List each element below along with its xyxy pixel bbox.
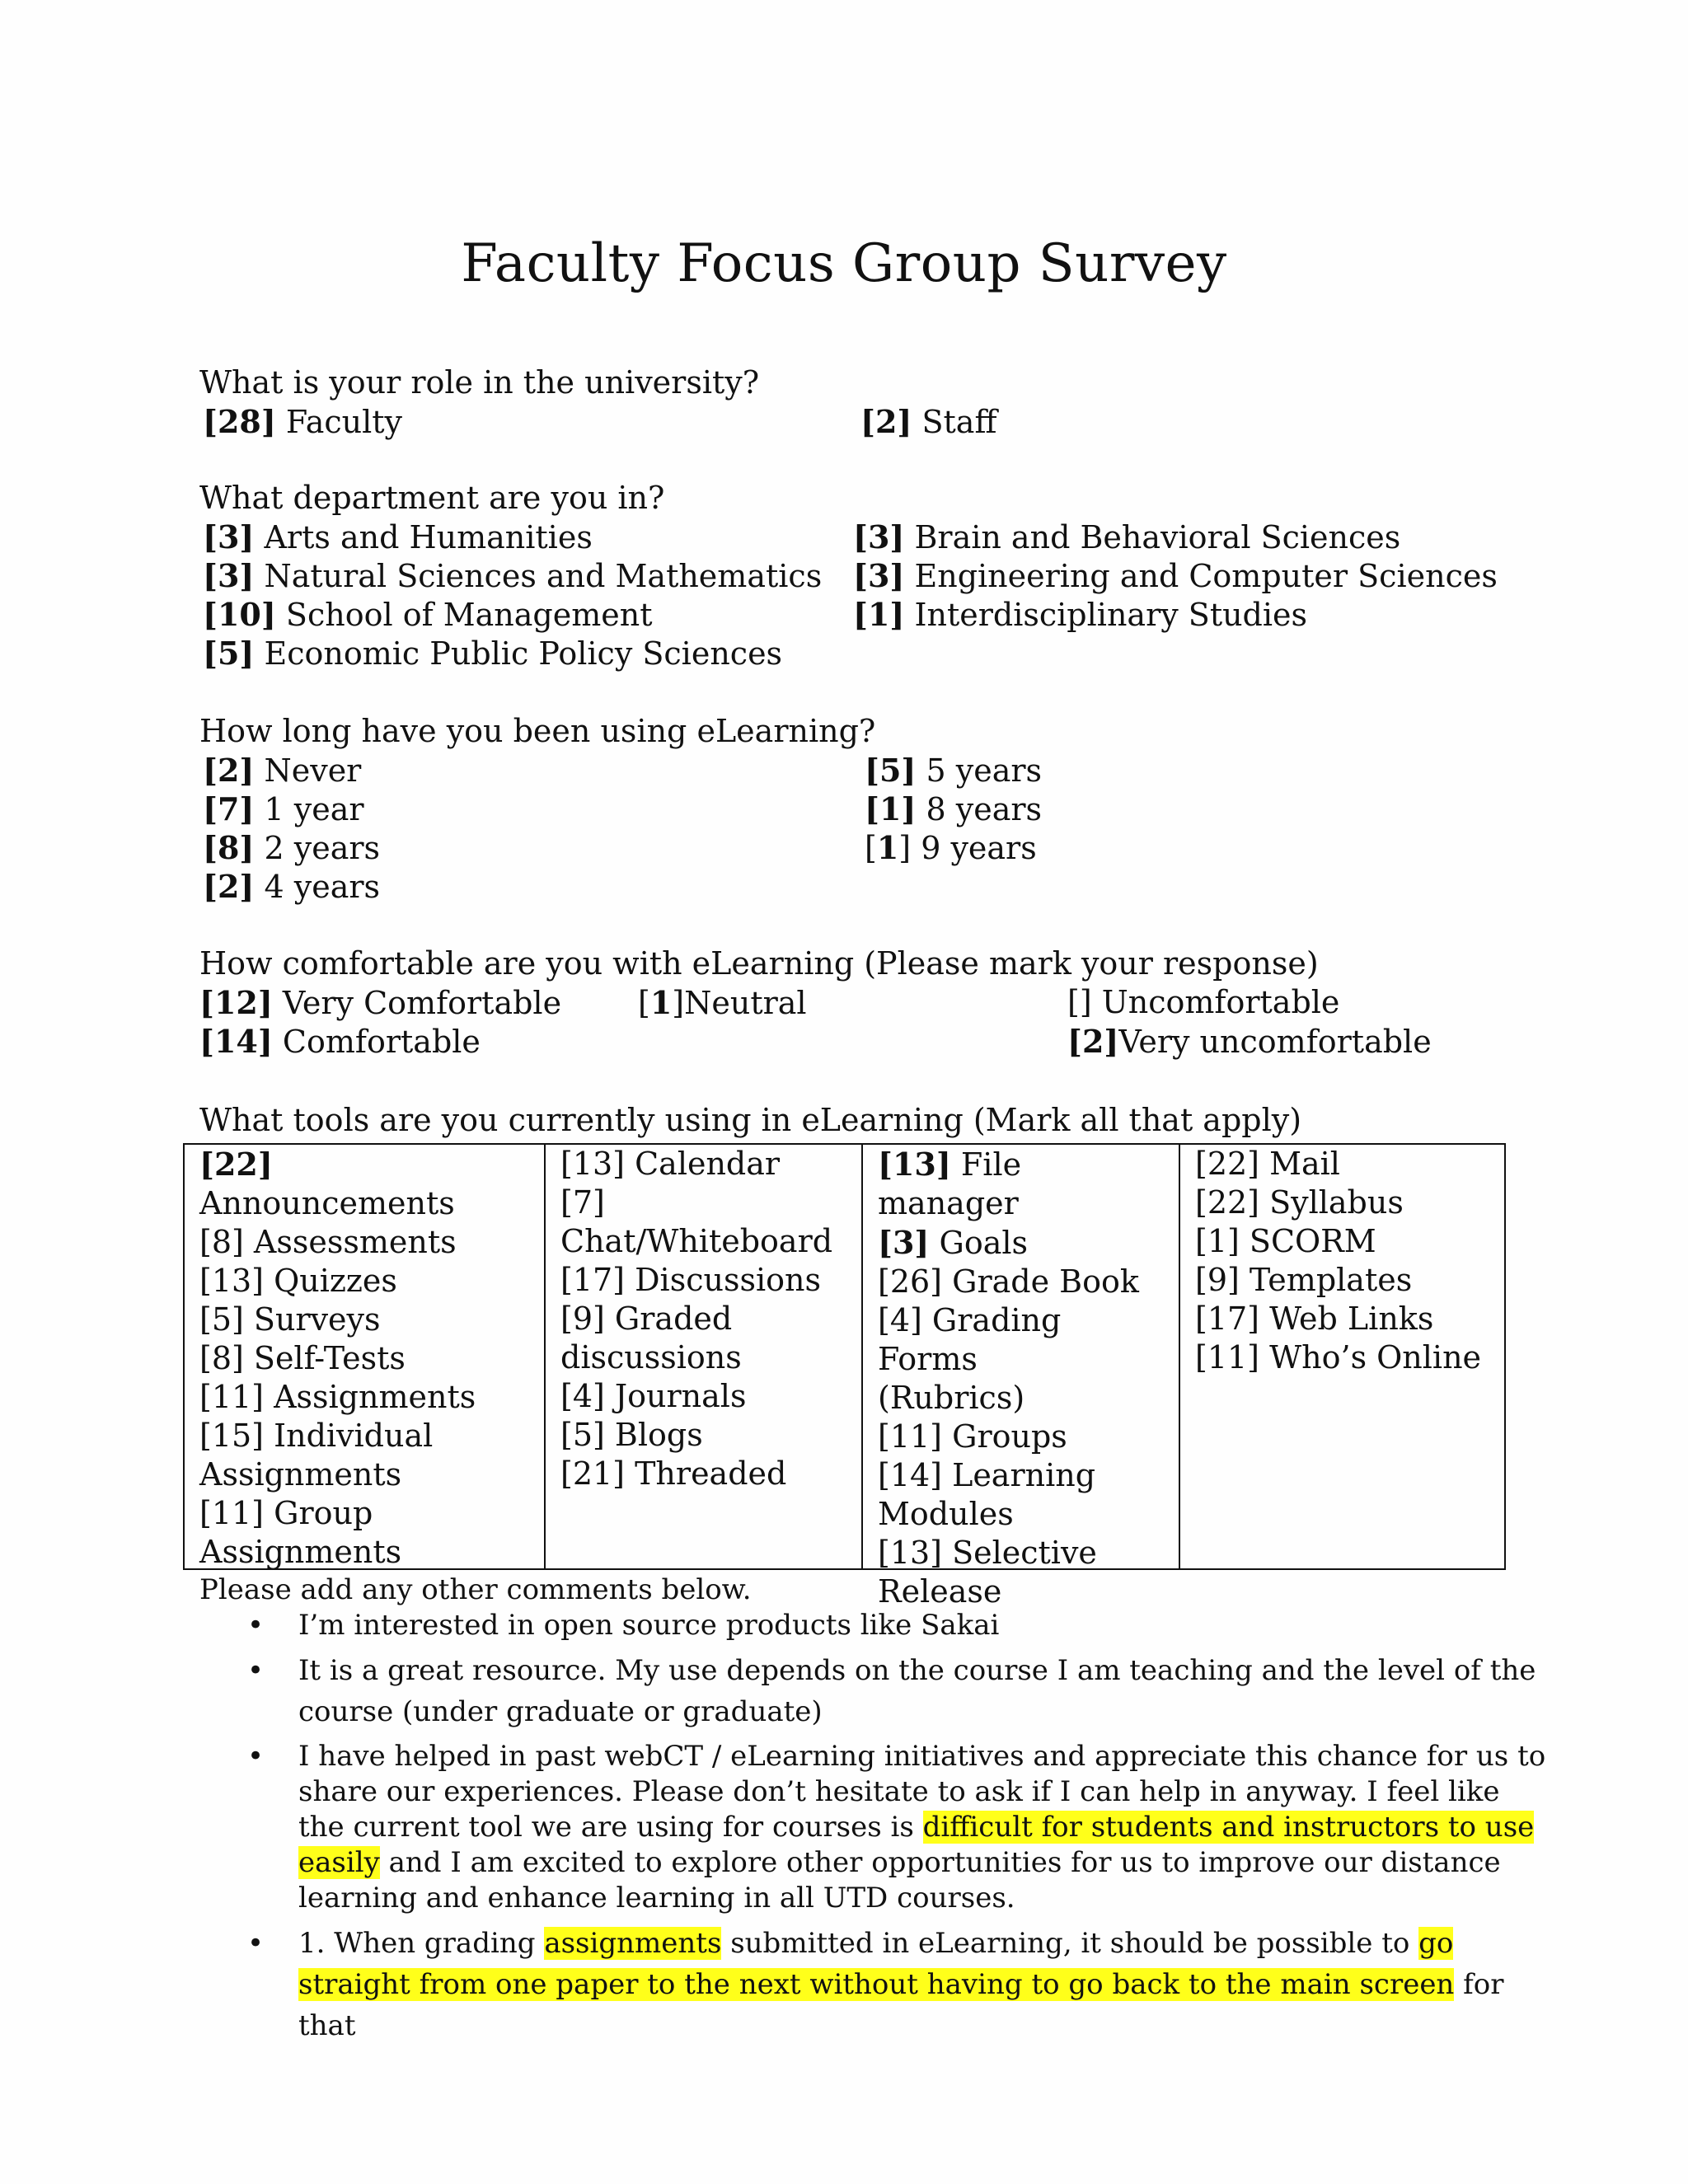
option-label: 1 year xyxy=(254,791,364,827)
comment-text: I’m interested in open source products like Sakai xyxy=(298,1609,1000,1642)
highlighted-text: go straight from one paper to the next without having to go back to the main screen xyxy=(298,1927,1455,2001)
tool-item: [11] Who’s Online xyxy=(1195,1339,1482,1376)
option-label: Comfortable xyxy=(272,1024,481,1060)
highlighted-text: difficult for students and instructors to use easily xyxy=(298,1811,1535,1879)
tool-item: [4] Grading Forms xyxy=(878,1302,1062,1377)
option-count: [2] xyxy=(203,868,255,905)
option-count: [3] xyxy=(853,518,905,555)
tool-item xyxy=(878,1145,1170,1223)
department-option xyxy=(853,556,1498,596)
option-label: Natural Sciences and Mathematics xyxy=(254,558,823,594)
tools-column xyxy=(1180,1145,1504,1568)
usage-option xyxy=(203,828,380,868)
tool-item: Assignments xyxy=(199,1534,402,1570)
option-label: Faculty xyxy=(275,404,403,440)
comfort-option xyxy=(638,983,807,1023)
tool-label: Announcements xyxy=(199,1185,455,1221)
option-count: 1 xyxy=(649,984,673,1021)
tool-item xyxy=(878,1223,1170,1263)
option-label: [] Uncomfortable xyxy=(1067,984,1340,1020)
bullet-icon: • xyxy=(247,1927,265,1960)
option-label: Staff xyxy=(912,404,997,440)
tools-column xyxy=(546,1145,863,1568)
usage-option xyxy=(203,790,364,829)
tool-label: File manager xyxy=(878,1146,1022,1221)
tool-item: [11] Assignments xyxy=(199,1379,476,1415)
option-count: [7] xyxy=(203,790,255,827)
option-label: School of Management xyxy=(275,597,653,633)
comment-text: It is a great resource. My use depends on the course I am teaching and the level of the course (under graduate or graduate) xyxy=(298,1654,1536,1728)
tool-item: (Rubrics) xyxy=(878,1380,1025,1416)
option-count: [2] xyxy=(203,752,255,789)
tools-question: What tools are you currently using in eLearning (Mark all that apply) xyxy=(199,1102,1302,1138)
option-count: [2] xyxy=(860,403,912,440)
department-option xyxy=(203,595,653,635)
option-label: 5 years xyxy=(916,752,1043,789)
comfort-option xyxy=(1067,1022,1432,1062)
tool-item: [11] Group xyxy=(199,1495,373,1531)
page-title: Faculty Focus Group Survey xyxy=(461,233,1227,294)
bullet-icon: • xyxy=(247,1740,265,1773)
tool-item: [8] Assessments xyxy=(199,1224,457,1260)
tool-count: [3] xyxy=(878,1224,930,1261)
usage-option xyxy=(865,751,1042,790)
comment-item xyxy=(247,1607,1551,1643)
tool-item: [13] Quizzes xyxy=(199,1263,397,1299)
tool-item: Release xyxy=(878,1573,1002,1610)
tool-item: [1] SCORM xyxy=(1195,1223,1376,1259)
option-label: Economic Public Policy Sciences xyxy=(254,635,783,672)
tool-count: [22] xyxy=(199,1146,273,1183)
usage-option xyxy=(203,751,361,790)
tool-item: [13] Calendar xyxy=(560,1146,781,1182)
option-label: 4 years xyxy=(254,869,381,905)
option-count: [5] xyxy=(865,752,917,789)
tool-item: [8] Self-Tests xyxy=(199,1340,406,1376)
option-count: [14] xyxy=(199,1023,273,1060)
tool-item: [11] Groups xyxy=(878,1418,1067,1455)
tools-column xyxy=(185,1145,546,1568)
tool-item: [21] Threaded xyxy=(560,1455,787,1492)
usage-option xyxy=(865,828,1037,868)
comfort-option xyxy=(199,983,561,1023)
option-label: Engineering and Computer Sciences xyxy=(904,558,1498,594)
comments-list xyxy=(247,1607,1551,2053)
tools-column xyxy=(863,1145,1180,1610)
comments-heading: Please add any other comments below. xyxy=(199,1573,752,1606)
option-label: Brain and Behavioral Sciences xyxy=(904,519,1401,555)
option-count: [28] xyxy=(203,403,276,440)
role-question: What is your role in the university? xyxy=(199,364,760,401)
option-label: Arts and Humanities xyxy=(254,519,593,555)
option-bracket-open: [ xyxy=(865,830,877,866)
tool-item: [13] Selective xyxy=(878,1535,1097,1571)
tool-label: Goals xyxy=(929,1225,1029,1261)
option-label: 9 years xyxy=(911,830,1037,866)
tool-item: [22] Mail xyxy=(1195,1146,1340,1182)
tool-item: [5] Blogs xyxy=(560,1417,703,1453)
option-label: 8 years xyxy=(916,791,1043,827)
department-option xyxy=(203,556,822,596)
tool-item: [22] Syllabus xyxy=(1195,1184,1404,1221)
option-label: Never xyxy=(254,752,362,789)
option-count: [3] xyxy=(203,557,255,594)
comfort-question: How comfortable are you with eLearning (Please mark your response) xyxy=(199,945,1319,982)
comment-text: 1. When grading xyxy=(298,1927,545,1960)
comment-text: I have helped in past webCT / eLearning initiatives and appreciate this chance for us to share our experiences. Please don’t hesitate to ask if I can help in anyway. I feel like the current tool we are using for courses is xyxy=(298,1740,1546,1844)
tool-item: [4] Journals xyxy=(560,1378,747,1414)
comment-item xyxy=(247,1923,1551,2046)
comment-item xyxy=(247,1739,1551,1916)
department-option xyxy=(203,518,593,557)
comment-text: for that xyxy=(298,1968,1504,2042)
bullet-icon: • xyxy=(247,1609,265,1642)
tool-item: Assignments xyxy=(199,1456,402,1493)
tool-item: [26] Grade Book xyxy=(878,1263,1139,1300)
option-count: [10] xyxy=(203,596,276,633)
option-label: Very Comfortable xyxy=(272,985,562,1021)
option-count: [3] xyxy=(853,557,905,594)
tool-item: [15] Individual xyxy=(199,1418,434,1454)
tool-item: Chat/Whiteboard xyxy=(560,1223,833,1259)
tool-item: Modules xyxy=(878,1496,1014,1532)
option-label: Neutral xyxy=(684,985,807,1021)
role-option-faculty xyxy=(203,402,402,442)
usage-option xyxy=(865,790,1042,829)
option-count: [3] xyxy=(203,518,255,555)
option-bracket-open: [ xyxy=(638,985,650,1021)
comfort-option xyxy=(1067,983,1339,1022)
option-count: [2] xyxy=(1067,1023,1119,1060)
comment-text: and I am excited to explore other opportunities for us to improve our distance learning and enhance learning in all UTD courses. xyxy=(298,1846,1501,1915)
option-count: [1] xyxy=(853,596,905,633)
tool-item: [7] xyxy=(560,1184,605,1221)
option-label: 2 years xyxy=(254,830,381,866)
bullet-icon: • xyxy=(247,1654,265,1687)
department-question: What department are you in? xyxy=(199,480,665,516)
option-count: [12] xyxy=(199,984,273,1021)
comfort-option xyxy=(199,1022,481,1062)
comment-text: submitted in eLearning, it should be possible to xyxy=(721,1927,1419,1960)
tool-item: [17] Web Links xyxy=(1195,1301,1434,1337)
tool-item: [9] Graded xyxy=(560,1301,733,1337)
option-label: Very uncomfortable xyxy=(1118,1024,1432,1060)
usage-question: How long have you been using eLearning? xyxy=(199,713,876,749)
option-count: [5] xyxy=(203,635,255,672)
tool-item: [5] Surveys xyxy=(199,1301,381,1338)
tool-item: [17] Discussions xyxy=(560,1262,821,1298)
option-count: 1 xyxy=(876,829,899,866)
department-option xyxy=(853,595,1307,635)
department-option xyxy=(853,518,1400,557)
option-bracket-close: ] xyxy=(672,985,685,1021)
tool-count: [13] xyxy=(878,1146,951,1183)
usage-option xyxy=(203,867,380,907)
highlighted-text: assignments xyxy=(544,1927,722,1960)
tool-item xyxy=(199,1145,536,1223)
option-count: [8] xyxy=(203,829,255,866)
option-label: Interdisciplinary Studies xyxy=(904,597,1308,633)
option-count: [1] xyxy=(865,790,917,827)
option-bracket-close: ] xyxy=(898,830,912,866)
tool-item: [9] Templates xyxy=(1195,1262,1413,1298)
role-option-staff xyxy=(860,402,996,442)
department-option xyxy=(203,634,782,673)
tool-item: [14] Learning xyxy=(878,1457,1096,1493)
comment-item xyxy=(247,1650,1551,1732)
tool-item: discussions xyxy=(560,1339,742,1376)
